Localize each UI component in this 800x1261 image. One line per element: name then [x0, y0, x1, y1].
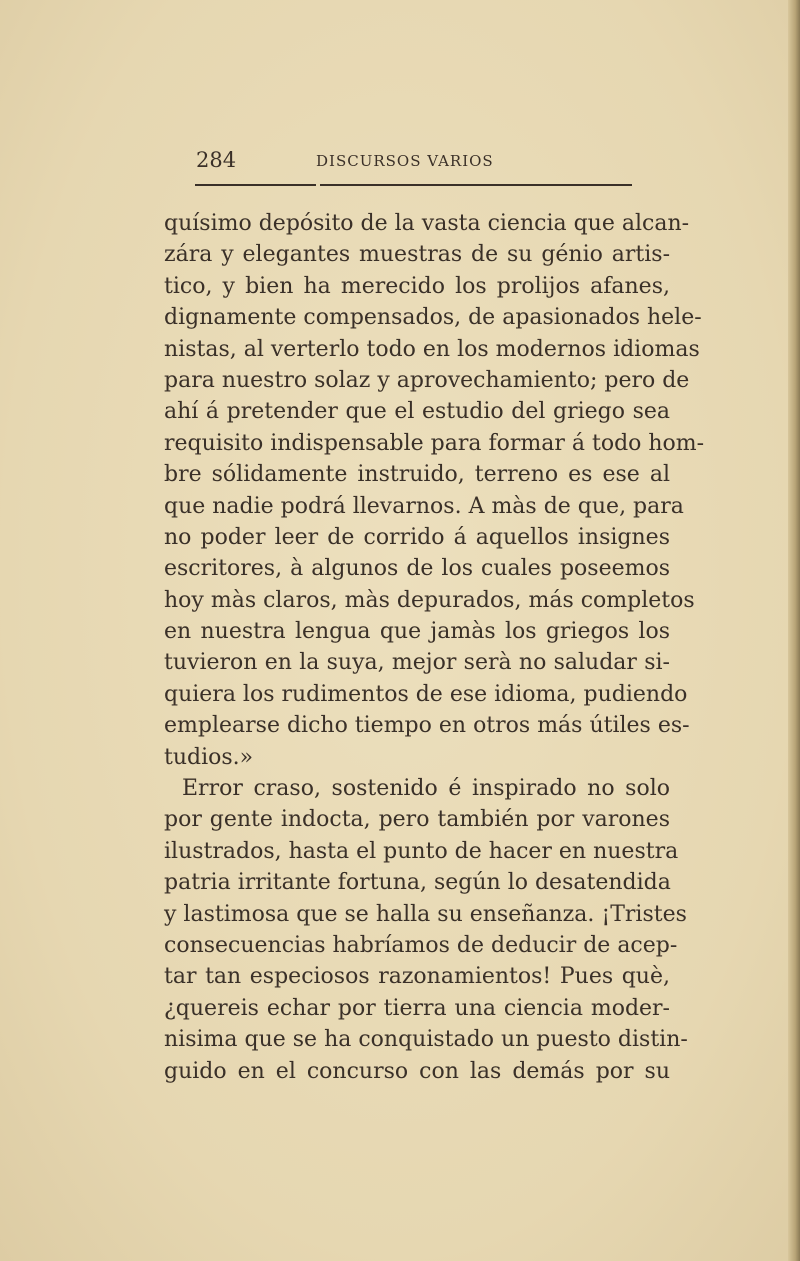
text-line: ¿quereis echar por tierra una ciencia moder- [164, 995, 670, 1021]
text-line: no poder leer de corrido á aquellos insignes [164, 524, 670, 550]
text-line: que nadie podrá llevarnos. A màs de que, para [164, 493, 684, 519]
header-rule-left [195, 184, 316, 186]
text-line: y lastimosa que se halla su enseñanza. ¡Tristes [164, 901, 687, 927]
text-line: nistas, al verterlo todo en los modernos idiomas [164, 336, 700, 362]
text-line: tudios.» [164, 744, 254, 770]
text-line: quísimo depósito de la vasta ciencia que alcan- [164, 211, 690, 236]
text-line: bre sólidamente instruido, terreno es ese al [164, 462, 670, 488]
text-line: requisito indispensable para formar á todo hom- [164, 430, 705, 456]
text-line: dignamente compensados, de apasionados hele- [164, 305, 702, 331]
text-line: para nuestro solaz y aprovechamiento; pero de [164, 367, 690, 393]
text-line: escritores, à algunos de los cuales poseemos [164, 556, 670, 582]
page-number: 284 [196, 148, 237, 172]
text-line: zára y elegantes muestras de su génio artis- [164, 242, 670, 268]
running-title: DISCURSOS VARIOS [316, 152, 494, 170]
text-line: patria irritante fortuna, según lo desatendida [164, 870, 671, 896]
text-line: Error craso, sostenido é inspirado no solo [182, 776, 670, 802]
text-line: por gente indocta, pero también por varones [164, 807, 670, 833]
text-line: tuvieron en la suya, mejor serà no saludar si- [164, 650, 670, 676]
text-line: consecuencias habríamos de deducir de acep- [164, 932, 678, 958]
text-line: emplearse dicho tiempo en otros más útiles es- [164, 713, 690, 739]
page-edge [788, 0, 800, 1261]
text-line: tico, y bien ha merecido los prolijos afanes, [164, 273, 670, 299]
text-line: guido en el concurso con las demás por su [164, 1058, 670, 1084]
text-line: quiera los rudimentos de ese idioma, pudiendo [164, 681, 688, 707]
text-line: en nuestra lengua que jamàs los griegos los [164, 619, 670, 645]
text-line: tar tan especiosos razonamientos! Pues què, [164, 964, 670, 990]
text-line: hoy màs claros, màs depurados, más completos [164, 587, 695, 613]
text-line: ahí á pretender que el estudio del griego sea [164, 399, 670, 425]
header-rule-right [320, 184, 632, 186]
body-text [164, 208, 705, 1087]
running-header [196, 148, 630, 176]
text-line: nisima que se ha conquistado un puesto distin- [164, 1027, 688, 1053]
text-line: ilustrados, hasta el punto de hacer en nuestra [164, 838, 679, 864]
